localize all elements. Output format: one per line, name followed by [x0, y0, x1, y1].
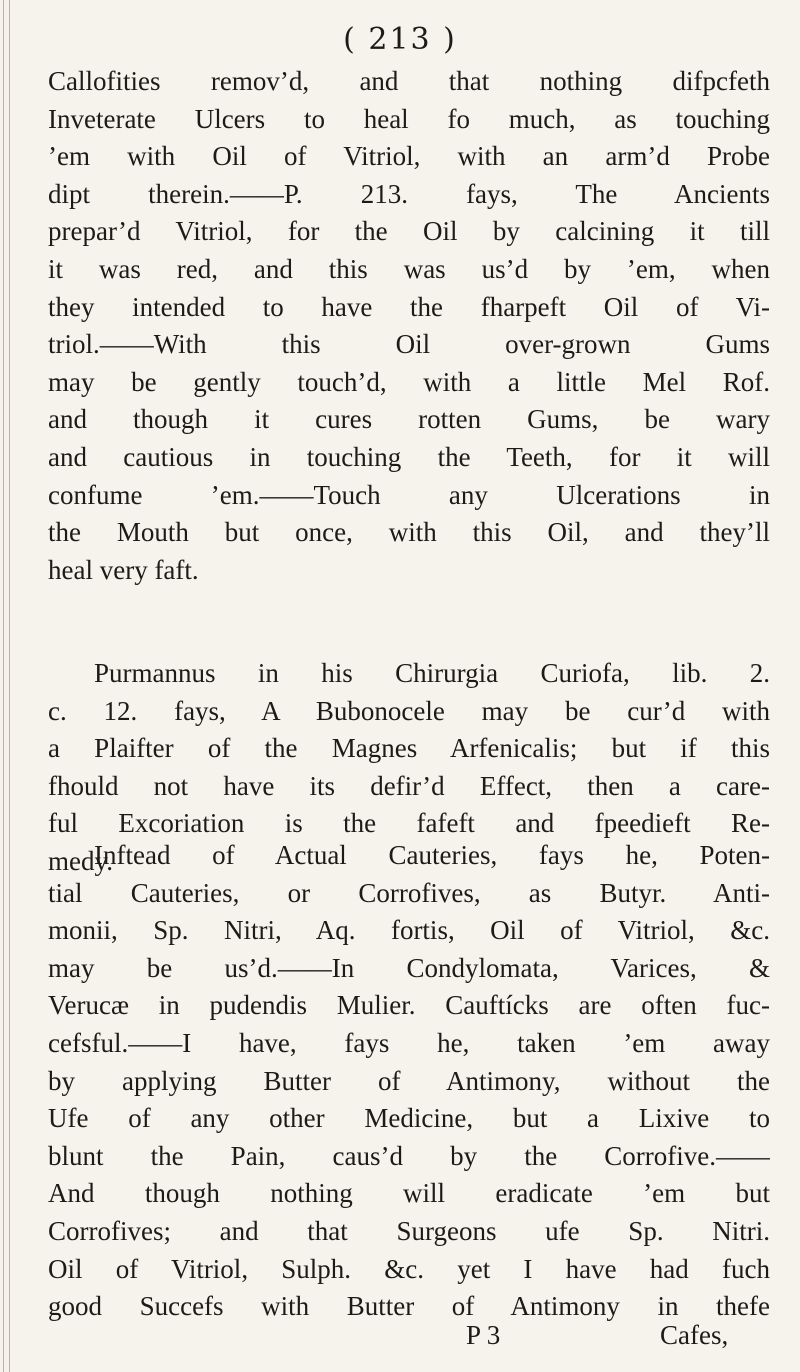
text-line: heal very faft.	[48, 554, 199, 585]
text-line: prepar’d Vitriol, for the Oil by calcining it till	[48, 216, 770, 247]
text-line: ’em with Oil of Vitriol, with an arm’d Probe	[48, 141, 770, 172]
text-line: it was red, and this was us’d by ’em, when	[48, 253, 770, 284]
text-line: ful Excoriation is the fafeft and fpeedieft Re-	[48, 808, 770, 839]
text-line: fhould not have its defir’d Effect, then a care-	[48, 770, 770, 801]
catchword: Cafes,	[660, 1320, 729, 1350]
text-line: by applying Butter of Antimony, without the	[48, 1065, 770, 1096]
text-line: the Mouth but once, with this Oil, and they’ll	[48, 517, 770, 548]
text-line: confume ’em.——Touch any Ulcerations in	[48, 479, 770, 510]
page-number: ( 213 )	[343, 22, 457, 57]
text-line: medy.	[48, 845, 113, 876]
paragraph-3	[48, 837, 770, 1326]
paragraph-1	[48, 63, 770, 589]
text-line: Inveterate Ulcers to heal fo much, as touching	[48, 103, 770, 134]
text-line: Callofities remov’d, and that nothing difpcfeth	[48, 66, 770, 96]
text-line: tial Cauteries, or Corrofives, as Butyr. Anti-	[48, 877, 770, 908]
text-line: Verucæ in pudendis Mulier. Cauftícks are often fuc-	[48, 990, 770, 1021]
text-line: dipt therein.——P. 213. fays, The Ancients	[48, 178, 770, 209]
text-line: good Succefs with Butter of Antimony in thefe	[48, 1291, 770, 1322]
text-line: Oil of Vitriol, Sulph. &c. yet I have had fuch	[48, 1253, 770, 1284]
text-line: Ufe of any other Medicine, but a Lixive to	[48, 1103, 770, 1134]
text-line: may be us’d.——In Condylomata, Varices, &	[48, 952, 770, 983]
text-line: c. 12. fays, A Bubonocele may be cur’d with	[48, 695, 770, 726]
text-line: they intended to have the fharpeft Oil of Vi-	[48, 291, 770, 322]
page-edge-line	[9, 0, 10, 1372]
signature-mark: P 3	[466, 1320, 501, 1350]
text-line: a Plaifter of the Magnes Arfenicalis; but if this	[48, 733, 770, 764]
text-line: triol.——With this Oil over-grown Gums	[48, 329, 770, 360]
text-line: and though it cures rotten Gums, be wary	[48, 404, 770, 435]
text-line: Corrofives; and that Surgeons ufe Sp. Nitri.	[48, 1215, 770, 1246]
text-line: cefsful.——I have, fays he, taken ’em away	[48, 1027, 770, 1058]
text-line: monii, Sp. Nitri, Aq. fortis, Oil of Vitriol, &c.	[48, 915, 770, 946]
text-line: And though nothing will eradicate ’em but	[48, 1178, 770, 1209]
text-line: and cautious in touching the Teeth, for it will	[48, 441, 770, 472]
text-line: blunt the Pain, caus’d by the Corrofive.——	[48, 1140, 770, 1171]
text-line: Purmannus in his Chirurgia Curiofa, lib. 2.	[94, 658, 770, 688]
page-edge-line	[3, 0, 4, 1372]
text-line: may be gently touch’d, with a little Mel Rof.	[48, 366, 770, 397]
text-line: Inftead of Actual Cauteries, fays he, Poten-	[94, 840, 770, 870]
